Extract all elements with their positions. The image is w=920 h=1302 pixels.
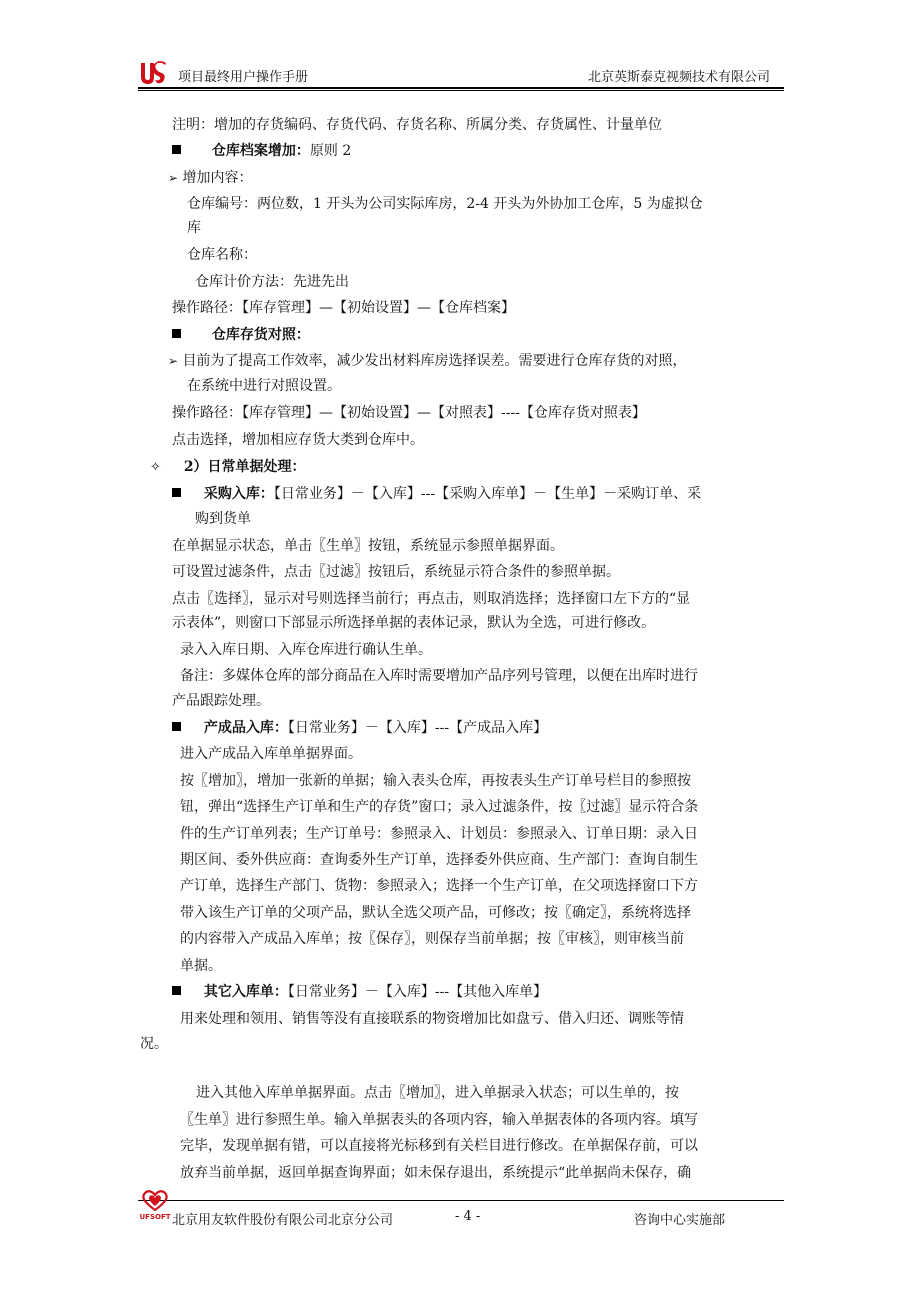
other-receipt-step-4: 放弃当前单据，返回单据查询界面；如未保存退出，系统提示“此单据尚未保存，确 <box>180 1165 692 1181</box>
section-daily-docs: ✧ 2）日常单据处理： <box>150 459 306 475</box>
warehouse-code-line-cont: 库 <box>187 220 201 236</box>
section-warehouse-mapping: 仓库存货对照： <box>172 325 310 345</box>
mapping-instruction: 点击选择，增加相应存货大类到仓库中。 <box>172 432 424 448</box>
section-purchase-receipt: 采购入库：【日常业务】－【入库】---【采购入库单】－【生单】－采购订单、采 <box>172 484 701 504</box>
note-line: 注明：增加的存货编码、存货代码、存货名称、所属分类、存货属性、计量单位 <box>172 117 662 133</box>
purchase-remark: 备注：多媒体仓库的部分商品在入库时需要增加产品序列号管理，以便在出库时进行 <box>180 668 698 684</box>
manual-title: 项目最终用户操作手册 <box>178 70 309 85</box>
purchase-step-3-cont: 示表体”，则窗口下部显示所选择单据的表体记录，默认为全选，可进行修改。 <box>172 615 656 631</box>
other-receipt-desc-cont: 况。 <box>140 1036 168 1052</box>
company-name: 北京英斯泰克视频技术有限公司 <box>588 70 771 85</box>
finished-goods-step-1: 进入产成品入库单单据界面。 <box>180 746 362 762</box>
finished-goods-para-8: 单据。 <box>180 958 222 974</box>
add-content-line: ➢ 增加内容： <box>168 170 253 186</box>
footer-rule <box>138 1200 784 1201</box>
warehouse-name-line: 仓库名称： <box>187 247 257 263</box>
finished-goods-para-3: 件的生产订单列表；生产订单号：参照录入、计划员：参照录入、订单日期：录入日 <box>180 826 698 842</box>
arrow-bullet-icon: ➢ <box>168 354 179 368</box>
finished-goods-para-4: 期区间、委外供应商：查询委外生产订单，选择委外供应商、生产部门：查询自制生 <box>180 852 698 868</box>
mapping-purpose-line: ➢ 目前为了提高工作效率，减少发出材料库房选择误差。需要进行仓库存货的对照， <box>168 353 687 369</box>
operation-path-1: 操作路径：【库存管理】—【初始设置】—【仓库档案】 <box>172 300 515 316</box>
operation-path-2: 操作路径：【库存管理】—【初始设置】—【对照表】----【仓库存货对照表】 <box>172 405 646 421</box>
purchase-receipt-cont: 购到货单 <box>195 511 251 527</box>
section-warehouse-archive: 仓库档案增加：原则 2 <box>172 141 351 161</box>
finished-goods-para-5: 产订单，选择生产部门、货物：参照录入；选择一个生产订单，在父项选择窗口下方 <box>180 878 698 894</box>
other-receipt-step-3: 完毕，发现单据有错，可以直接将光标移到有关栏目进行修改。在单据保存前，可以 <box>180 1138 698 1154</box>
purchase-step-1: 在单据显示状态，单击〖生单〗按钮，系统显示参照单据界面。 <box>172 538 564 554</box>
warehouse-code-line: 仓库编号：两位数，1 开头为公司实际库房，2-4 开头为外协加工仓库，5 为虚拟仓 <box>187 196 703 212</box>
arrow-bullet-icon: ➢ <box>168 171 179 185</box>
header-rule-thin <box>138 90 784 91</box>
finished-goods-para-7: 的内容带入产成品入库单；按〖保存〗，则保存当前单据；按〖审核〗，则审核当前 <box>180 931 684 947</box>
finished-goods-para-2: 钮，弹出“选择生产订单和生产的存货”窗口；录入过滤条件，按〖过滤〗显示符合条 <box>180 799 699 815</box>
purchase-step-3: 点击〖选择〗，显示对号则选择当前行；再点击，则取消选择；选择窗口左下方的“显 <box>172 591 691 607</box>
mapping-purpose-line-cont: 在系统中进行对照设置。 <box>187 378 341 394</box>
diamond-bullet-icon: ✧ <box>150 460 161 475</box>
header-rule <box>138 87 784 89</box>
valuation-method-line: 仓库计价方法：先进先出 <box>195 274 349 290</box>
footer-department: 咨询中心实施部 <box>634 1213 726 1228</box>
finished-goods-para-1: 按〖增加〗，增加一张新的单据；输入表头仓库，再按表头生产订单号栏目的参照按 <box>180 773 691 789</box>
footer-company: 北京用友软件股份有限公司北京分公司 <box>172 1213 394 1228</box>
svg-text:UFSOFT: UFSOFT <box>139 1213 171 1221</box>
ufsoft-logo <box>138 1188 172 1222</box>
company-logo <box>138 60 168 86</box>
square-bullet-icon <box>172 722 181 731</box>
purchase-step-4: 录入入库日期、入库仓库进行确认生单。 <box>180 642 432 658</box>
page-number: - 4 - <box>455 1209 481 1224</box>
purchase-remark-cont: 产品跟踪处理。 <box>172 693 270 709</box>
other-receipt-step-2: 〖生单〗进行参照生单。输入单据表头的各项内容，输入单据表体的各项内容。填写 <box>180 1112 698 1128</box>
other-receipt-step-1: 进入其他入库单单据界面。点击〖增加〗，进入单据录入状态；可以生单的，按 <box>196 1085 679 1101</box>
square-bullet-icon <box>172 145 181 154</box>
other-receipt-desc: 用来处理和领用、销售等没有直接联系的物资增加比如盘亏、借入归还、调账等情 <box>180 1011 684 1027</box>
square-bullet-icon <box>172 329 181 338</box>
purchase-step-2: 可设置过滤条件，点击〖过滤〗按钮后，系统显示符合条件的参照单据。 <box>172 564 620 580</box>
section-finished-goods: 产成品入库：【日常业务】－【入库】---【产成品入库】 <box>172 718 547 738</box>
square-bullet-icon <box>172 986 181 995</box>
finished-goods-para-6: 带入该生产订单的父项产品，默认全选父项产品，可修改；按〖确定〗，系统将选择 <box>180 905 691 921</box>
section-other-receipt: 其它入库单：【日常业务】－【入库】---【其他入库单】 <box>172 982 547 1002</box>
square-bullet-icon <box>172 488 181 497</box>
